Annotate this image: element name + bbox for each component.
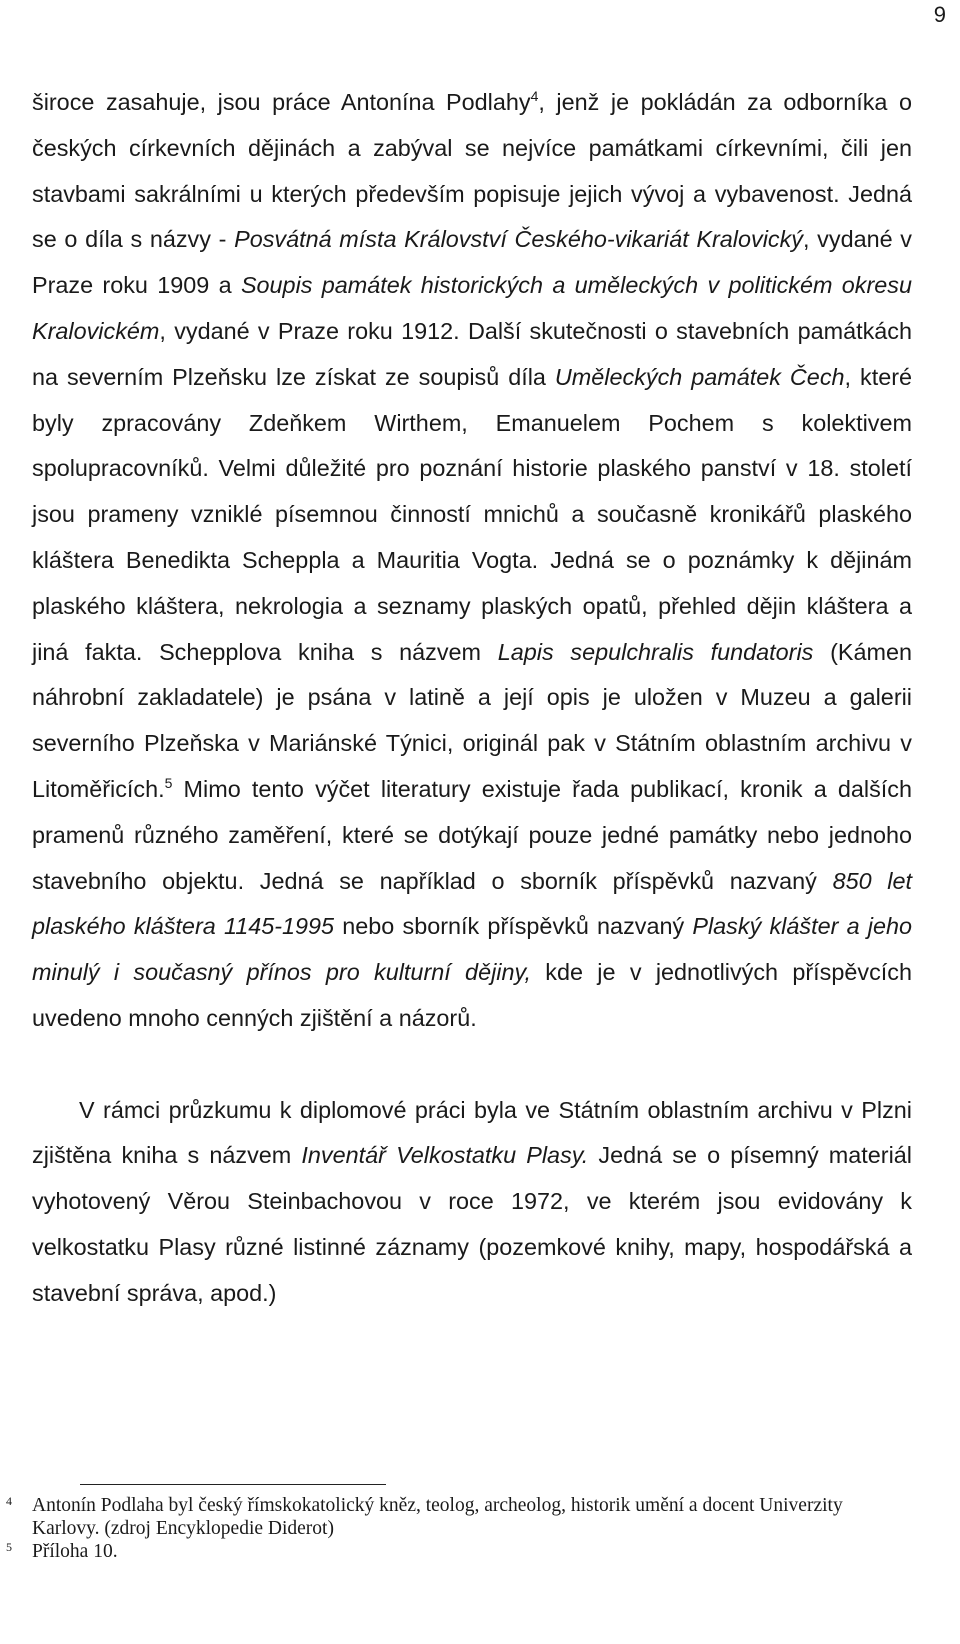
italic-title: Uměleckých památek Čech: [554, 363, 845, 390]
text-run: Jedná se o písemný materiál vyhotovený Věrou Steinbachovou v roce 1972, ve kterém jsou evidovány k velkostatku Plasy různé listinné záznamy (pozemkové knihy, mapy, hospodářská a stavební správa, apod.): [32, 1142, 912, 1306]
text-run: , jenž je pokládán za odborníka o českých církevních dějinách a zabýval se nejvíce památkami církevními, čili jen stavbami sakrálními u kterých především popisuje jejich vývoj a vybavenost. Jedná se o díla s názvy -: [32, 89, 912, 253]
text-run: , vydané v Praze roku 1912. Další skutečnosti o stavebních památkách na severním Plzeňsku lze získat ze soupisů díla: [32, 317, 912, 390]
footnote-reference: 4: [530, 88, 539, 105]
footnote-5: [6, 1540, 914, 1563]
footnote-reference: 5: [164, 775, 173, 792]
italic-title: Inventář Velkostatku Plasy.: [301, 1142, 589, 1169]
page-number: 9: [933, 2, 946, 27]
italic-title: Soupis památek historických a uměleckých v politickém okresu Kralovickém: [32, 272, 912, 344]
text-run: nebo sborník příspěvků nazvaný: [334, 913, 693, 940]
paragraph-2: [32, 1088, 912, 1317]
text-run: (Kámen náhrobní zakladatele) je psána v latině a její opis je uložen v Muzeu a galerii severního Plzeňska v Mariánské Týnici, originál pak v Státním oblastním archivu v Litoměřicích.: [32, 638, 912, 802]
text-run: kde je v jednotlivých příspěvcích uvedeno mnoho cenných zjištění a názorů.: [32, 959, 912, 1031]
text-run: Mimo tento výčet literatury existuje řada publikací, kronik a dalších pramenů různého zaměření, které se dotýkají pouze jedné památky nebo jednoho stavebního objektu. Jedná se například o sborník příspěvků nazvaný: [32, 775, 912, 894]
italic-title: Lapis sepulchralis fundatoris: [497, 638, 814, 665]
italic-title: 850 let plaského kláštera 1145-1995: [32, 867, 912, 940]
footnotes: [6, 1494, 914, 1563]
footnote-mark: 5: [6, 1540, 12, 1554]
footnote-text: Příloha 10.: [32, 1541, 118, 1562]
main-text: [32, 80, 912, 1317]
paragraph-1: [32, 80, 912, 1042]
italic-title: Posvátná místa Království Českého-vikariát Kralovický: [234, 226, 803, 253]
text-run: , které byly zpracovány Zdeňkem Wirthem, Emanuelem Pochem s kolektivem spolupracovníků. Velmi důležité pro poznání historie plaského panství v 18. století jsou prameny vzniklé písemnou činností mnichů a současně kronikářů plaského kláštera Benedikta Scheppla a Mauritia Vogta. Jedná se o poznámky k dějinám plaského kláštera, nekrologia a seznamy plaských opatů, přehled dějin kláštera a jiná fakta. Schepplova kniha s názvem: [32, 363, 912, 665]
footnote-separator: [80, 1484, 386, 1485]
text-run: široce zasahuje, jsou práce Antonína Podlahy: [32, 89, 531, 115]
footnote-4: [6, 1494, 914, 1540]
italic-title: Plaský klášter a jeho minulý i současný přínos pro kulturní dějiny,: [32, 913, 913, 986]
text-run: V rámci průzkumu k diplomové práci byla ve Státním oblastním archivu v Plzni zjištěna kniha s názvem: [32, 1096, 912, 1169]
footnote-text: Antonín Podlaha byl český římskokatolický kněz, teolog, archeolog, historik umění a docent Univerzity Karlovy. (zdroj Encyklopedie Diderot): [32, 1495, 843, 1539]
text-run: , vydané v Praze roku 1909 a: [32, 226, 912, 299]
footnote-mark: 4: [6, 1494, 12, 1508]
